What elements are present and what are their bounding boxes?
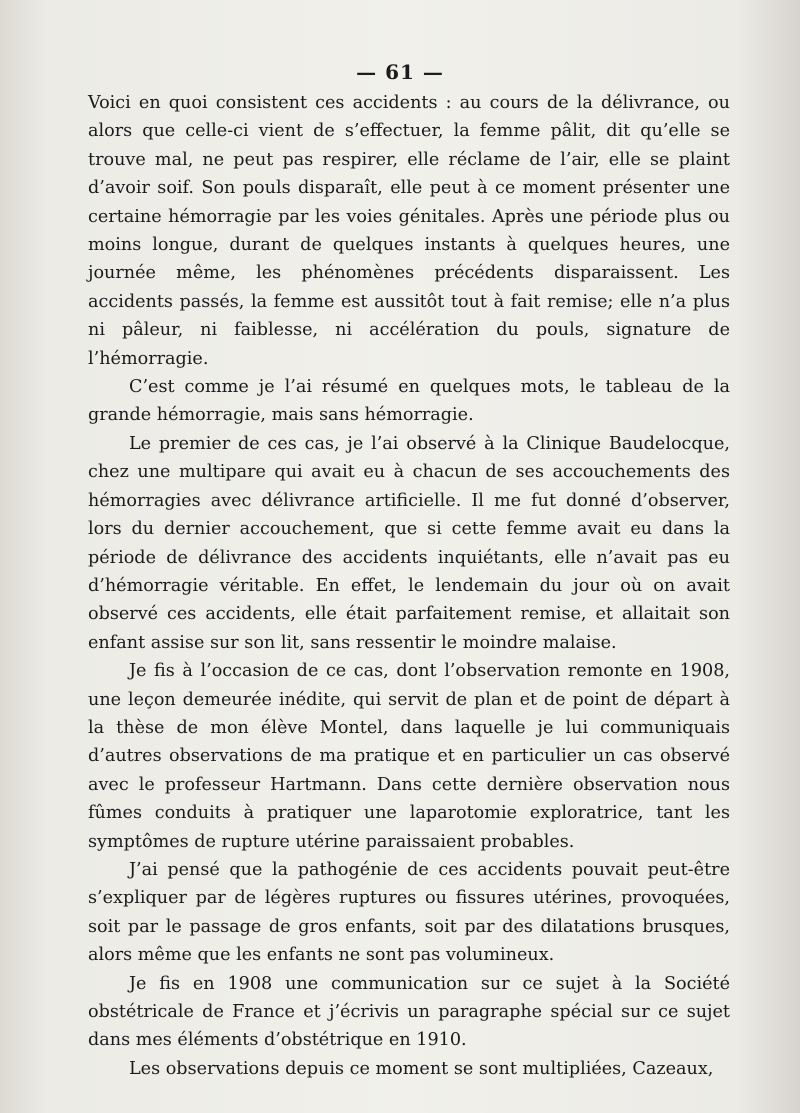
- paragraph-pathogenesis: J’ai pensé que la pathogénie de ces accidents pouvait peut-être s’expliquer par de légères ruptures ou fissures utérines, provoquées, soit par le passage de gros enfants, soit par des dilatations brusques, alors même que les enfants ne sont pas volumineux.: [88, 859, 730, 966]
- page-number: — 61 —: [356, 60, 444, 84]
- paragraph-summary: C’est comme je l’ai résumé en quelques mots, le tableau de la grande hémorragie, mais sans hémorragie.: [88, 377, 730, 426]
- paragraph-lesson: Je fis à l’occasion de ce cas, dont l’observation remonte en 1908, une leçon demeurée inédite, qui servit de plan et de point de départ à la thèse de mon élève Montel, dans laquelle je lui communiquais d’autres observations de ma pratique et en particulier un cas observé avec le professeur Hartmann. Dans cette dernière observation nous fûmes conduits à pratiquer une laparotomie exploratrice, tant les symptômes de rupture utérine paraissaient probables.: [88, 661, 730, 852]
- paragraph-symptoms: Voici en quoi consistent ces accidents : au cours de la délivrance, ou alors que celle-ci vient de s’effectuer, la femme pâlit, dit qu’elle se trouve mal, ne peut pas respirer, elle réclame de l’air, elle se plaint d’avoir soif. Son pouls disparaît, elle peut à ce moment présenter une certaine hémorragie par les voies génitales. Après une période plus ou moins longue, durant de quelques instants à quelques heures, une journée même, les phénomènes précédents disparaissent. Les accidents passés, la femme est aussitôt tout à fait remise; elle n’a plus ni pâleur, ni faiblesse, ni accélération du pouls, signature de l’hémorragie.: [88, 93, 730, 369]
- paragraph-communication: Je fis en 1908 une communication sur ce sujet à la Société obstétricale de France et j’écrivis un paragraphe spécial sur ce sujet dans mes éléments d’obstétrique en 1910.: [88, 973, 730, 1051]
- paragraph-first-case: Le premier de ces cas, je l’ai observé à la Clinique Baudelocque, chez une multipare qui avait eu à chacun de ses accouchements des hémorragies avec délivrance artificielle. Il me fut donné d’observer, lors du dernier accouchement, que si cette femme avait eu dans la période de délivrance des accidents inquiétants, elle n’avait pas eu d’hémorragie véritable. En effet, le lendemain du jour où on avait observé ces accidents, elle était parfaitement remise, et allaitait son enfant assise sur son lit, sans ressentir le moindre malaise.: [88, 433, 730, 653]
- paragraph-observations: Les observations depuis ce moment se sont multipliées, Cazeaux,: [129, 1058, 714, 1079]
- body-text: [88, 89, 730, 1083]
